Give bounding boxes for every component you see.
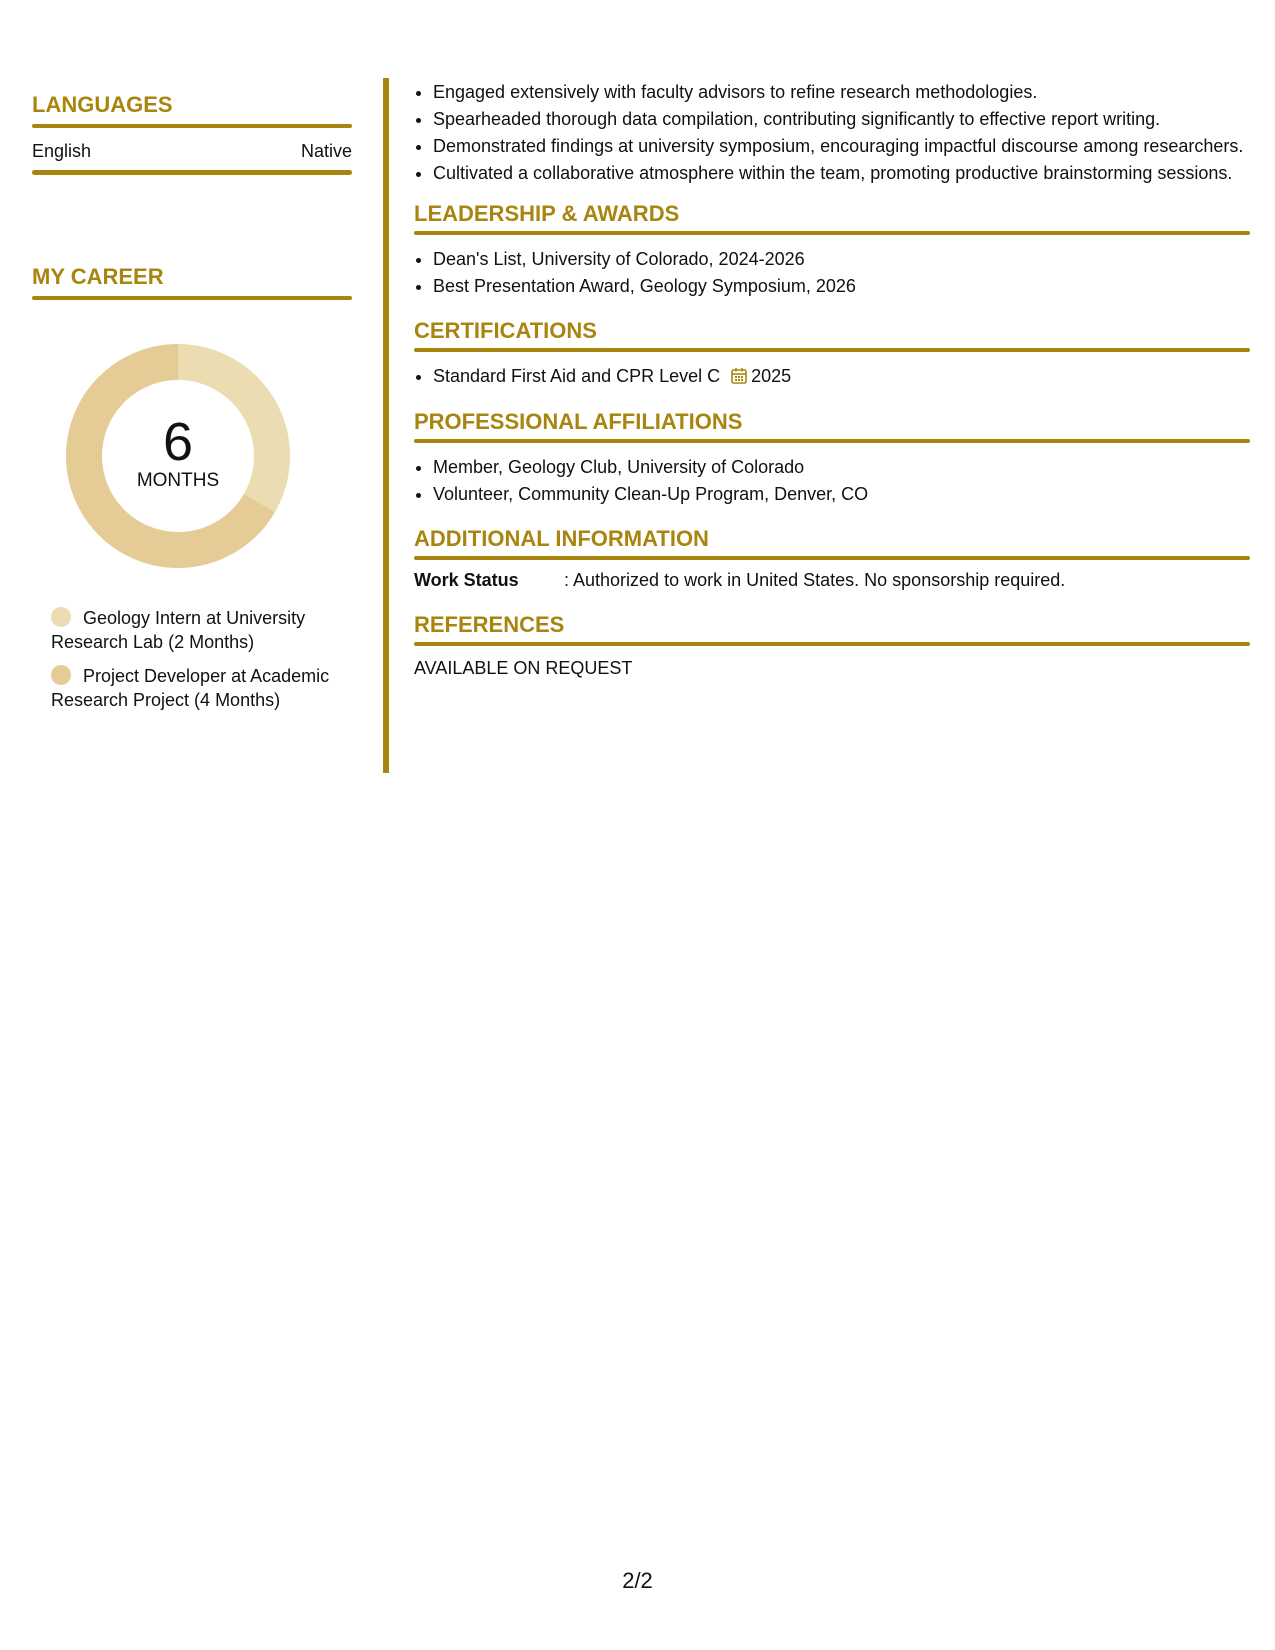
language-level: Native [300, 141, 352, 161]
leadership-list [414, 247, 1250, 298]
affiliations-list [414, 455, 1250, 506]
leadership-section [414, 201, 1250, 298]
certifications-title: CERTIFICATIONS [414, 318, 597, 343]
list-item: • Cultivated a collaborative atmosphere within the team, promoting productive brainstorming sessions. [433, 161, 1250, 185]
calendar-icon [730, 367, 748, 391]
page-number: 2/2 [622, 1568, 653, 1593]
column-divider [383, 78, 389, 773]
work-status-row [414, 568, 1250, 592]
legend-dot [51, 665, 71, 685]
legend-dot [51, 607, 71, 627]
legend-label: Project Developer at Academic Research Project (4 Months) [51, 666, 330, 710]
certifications-section [414, 318, 1250, 391]
references-rule [414, 642, 1250, 646]
list-item [433, 364, 1250, 391]
main-content [414, 80, 1250, 680]
list-item: • Engaged extensively with faculty advisors to refine research methodologies. [433, 80, 1250, 104]
sidebar [32, 92, 352, 710]
list-item: • Member, Geology Club, University of Colorado [433, 455, 1250, 479]
list-item: • Demonstrated findings at university symposium, encouraging impactful discourse among researchers. [433, 134, 1250, 158]
legend-item [51, 664, 341, 712]
work-status-value: : Authorized to work in United States. No sponsorship required. [564, 570, 1066, 590]
donut-total-unit: MONTHS [136, 470, 220, 491]
list-item: • Dean's List, University of Colorado, 2024-2026 [433, 247, 1250, 271]
additional-title: ADDITIONAL INFORMATION [414, 526, 709, 551]
language-name: English [32, 141, 92, 161]
donut-total-value: 6 [162, 412, 194, 472]
certifications-rule [414, 348, 1250, 352]
work-status-label: Work Status [414, 570, 519, 590]
references-title: REFERENCES [414, 612, 565, 637]
list-item: • Spearheaded thorough data compilation, contributing significantly to effective report writing. [433, 107, 1250, 131]
career-title: MY CAREER [32, 264, 164, 289]
career-rule [32, 296, 352, 300]
language-proficiency-bar [32, 170, 352, 175]
affiliations-rule [414, 439, 1250, 443]
affiliations-section [414, 409, 1250, 506]
leadership-title: LEADERSHIP & AWARDS [414, 201, 680, 226]
donut-center [66, 344, 290, 568]
languages-rule [32, 124, 352, 128]
certifications-list [414, 364, 1250, 391]
career-legend [51, 606, 341, 722]
list-item: • Best Presentation Award, Geology Symposium, 2026 [433, 274, 1250, 298]
legend-label: Geology Intern at University Research Lab (2 Months) [51, 608, 306, 652]
additional-rule [414, 556, 1250, 560]
experience-bullets [414, 80, 1250, 185]
certification-name: Standard First Aid and CPR Level C [433, 366, 721, 386]
list-item: • Volunteer, Community Clean-Up Program, Denver, CO [433, 482, 1250, 506]
affiliations-title: PROFESSIONAL AFFILIATIONS [414, 409, 743, 434]
leadership-rule [414, 231, 1250, 235]
languages-title: LANGUAGES [32, 92, 173, 117]
certification-year: 2025 [751, 366, 792, 386]
additional-section [414, 526, 1250, 592]
references-section [414, 612, 1250, 680]
career-section [32, 264, 352, 300]
language-row [32, 140, 352, 162]
legend-item [51, 606, 341, 654]
career-donut-chart [66, 344, 290, 568]
references-text: AVAILABLE ON REQUEST [414, 658, 633, 678]
